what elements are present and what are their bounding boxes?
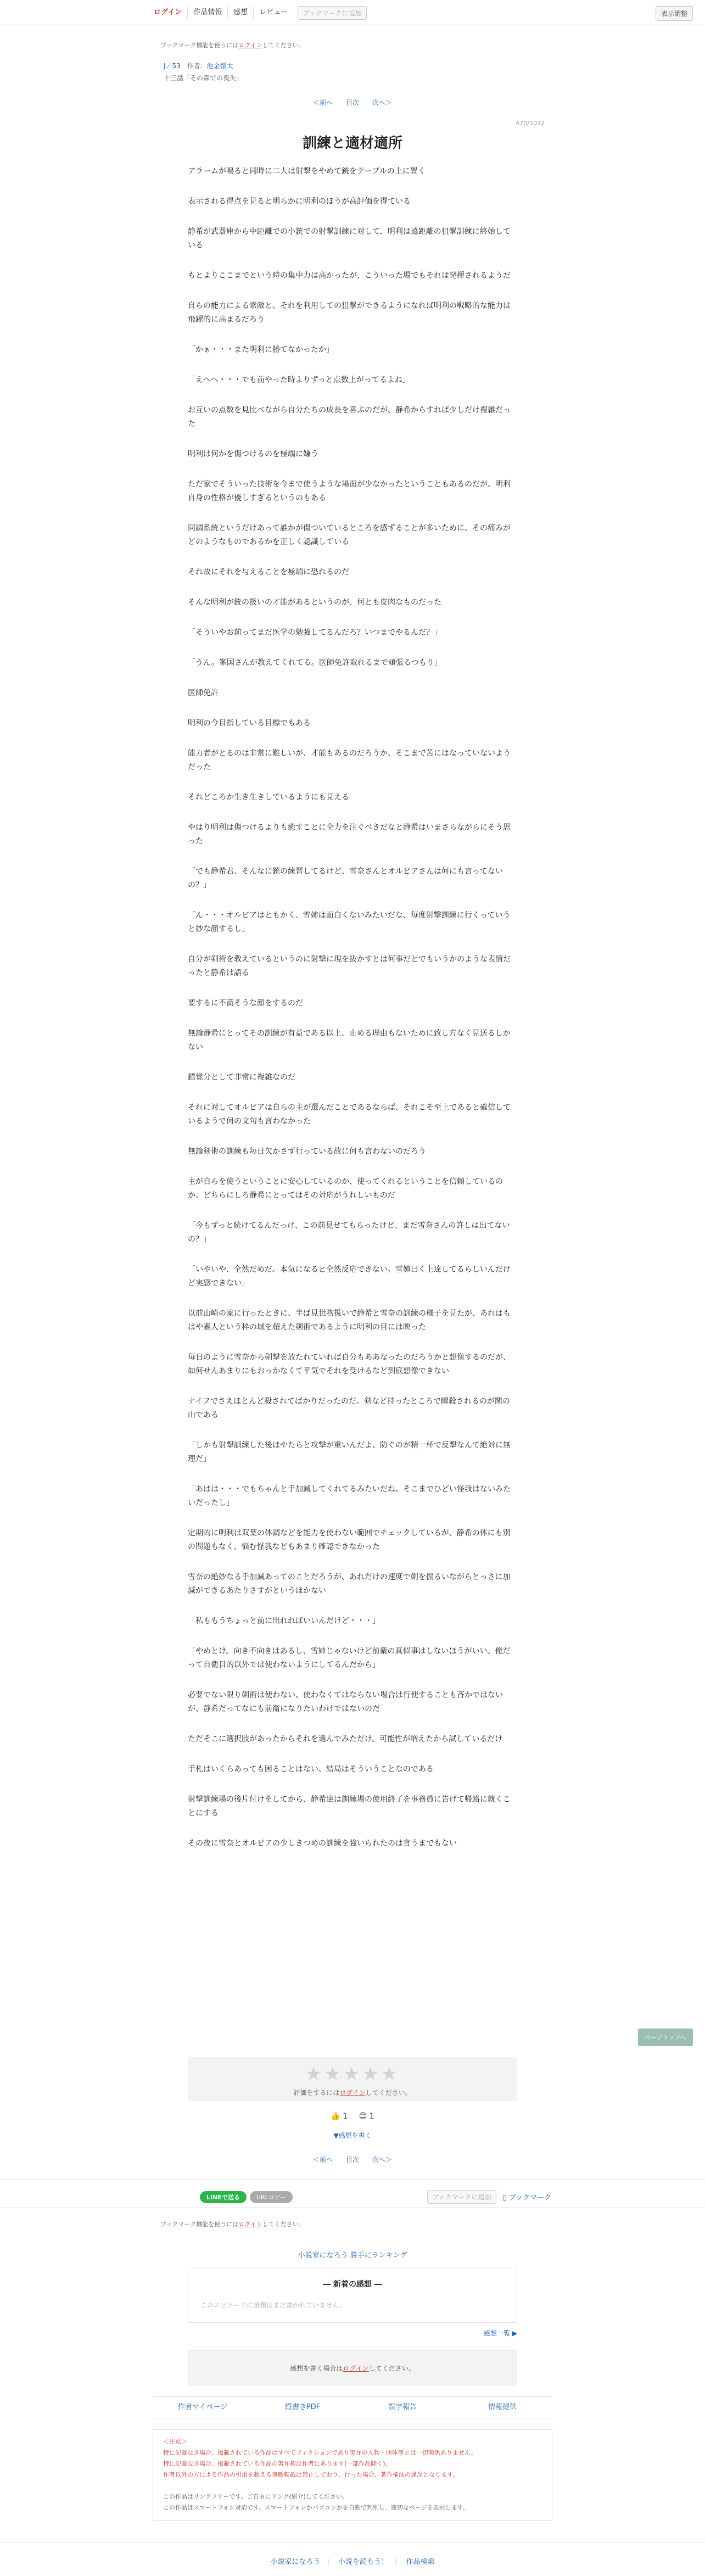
novel-paragraph: 自らの能力による索敵と、それを利用しての狙撃ができるようになれば明利の戦略的な能力は飛躍的に高まるだろう — [188, 301, 511, 324]
episode-progress: 470/1032 — [516, 120, 545, 127]
novel-paragraph: アラームが鳴ると同時に二人は射撃をやめて銃をテーブルの上に置く — [188, 167, 426, 176]
novel-paragraph: 「えへへ・・・でも前やった時よりずっと点数上がってるよね」 — [188, 376, 410, 384]
no-impressions-text: このエピソードに感想はまだ書かれていません。 — [200, 2301, 346, 2309]
notice-line: 特に記載なき場合、掲載されている作品の著作権は作者にあります(一部作品除く)。 — [163, 2460, 391, 2467]
next-link[interactable]: 次へ＞ — [372, 2156, 392, 2164]
impression-login-link[interactable]: ログイン — [343, 2365, 369, 2372]
novel-paragraph: 「今もずっと続けてるんだっけ、この前見せてもらったけど、まだ雪奈さんの許しは出てないの？」 — [188, 1221, 510, 1244]
novel-paragraph: 表示される得点を見ると明らかに明利のほうが高評価を得ている — [188, 197, 411, 206]
bookmark-add-button: ブックマークに追加 — [427, 2190, 496, 2204]
notice-box — [153, 2429, 552, 2521]
novel-paragraph: 要するに不満そうな顔をするのだ — [188, 999, 303, 1008]
bookmark-link[interactable]: ▯ ブックマーク — [502, 2194, 551, 2202]
novel-paragraph: 能力者がとるのは非常に難しいが、才能もあるのだろうか、そこまで苦にはなっていないようだった — [188, 749, 511, 772]
novel-paragraph: 同調系統というだけあって誰かが傷ついているところを感ずることが多いために、その痛みがどのようなものであるかを正しく認識している — [188, 524, 511, 546]
new-impressions-heading: ― 新着の感想 ― — [323, 2280, 382, 2289]
toc-link[interactable]: 目次 — [345, 99, 359, 107]
pager-bottom — [0, 2155, 705, 2164]
novel-paragraph: ただ家でそういった技術を今まで使うような場面が少なかったということもあるのだが、明利自身の性格が優しすぎるというのもある — [188, 480, 511, 502]
series-line — [164, 61, 233, 70]
bookmark-row — [427, 2190, 551, 2204]
rating-login-link[interactable]: ログイン — [339, 2089, 366, 2097]
novel-paragraph: 必要でない限り剣術は使わない、使わなくてはならない場合は行使することも吝かではないが、静希だってなにも前衛になりたいわけではないのだ — [188, 1691, 503, 1713]
novel-paragraph: 毎日のように雪奈から剣撃を放たれていれば自分もああなったのだろうかと想像するのだが、如何せんあまりにもおっかなくて平気でそれを受けるなど到底想像できない — [188, 1353, 511, 1376]
bookmark-notice-login-link[interactable]: ログイン — [238, 2221, 262, 2228]
novel-paragraph: 雪奈の絶妙なる手加減あってのことだろうが、あれだけの速度で剣を振るいながらとっさに加減ができるあたりさすがというほかない — [188, 1573, 511, 1595]
novel-paragraph: 主が自らを使うということに安心しているのか、使ってくれるということを信頼しているのか、どちらにしろ静希にとってはその対応がうれしいものだ — [188, 1177, 503, 1200]
bookmark-notice-login-link[interactable]: ログイン — [238, 42, 262, 49]
novel-paragraph: 「私ももうちょっと前に出れればいいんだけど・・・」 — [188, 1617, 380, 1625]
top-nav — [153, 5, 367, 20]
write-impression-link[interactable]: ▼感想を書く — [333, 2132, 372, 2139]
episode-title: 訓練と適材適所 — [302, 135, 402, 152]
novel-paragraph: ただそこに選択肢があったからそれを選んでみただけ。可能性が増えたから試しているだけ — [188, 1735, 503, 1744]
novel-paragraph: そんな明利が銃の扱いの才能があるというのが、何とも皮肉なものだった — [188, 598, 441, 607]
novel-paragraph: 「あはは・・・でもちゃんと手加減してくれてるみたいだね、そこまでひどい怪我はないみたいだったし」 — [188, 1485, 511, 1507]
novel-paragraph: 「やめとけ。向き不向きはあるし、雪姉じゃないけど前衛の真似事はしないほうがいい。俺だって自衛目的以外では使わないようにしてるんだから」 — [188, 1647, 511, 1669]
typo-report-link[interactable]: 誤字報告 — [388, 2403, 417, 2411]
notice-title: ＜注意＞ — [163, 2438, 187, 2445]
notice-line: 特に記載なき場合、掲載されている作品はすべてフィクションであり実在の人物・団体等とは一切関係ありません。 — [163, 2449, 477, 2456]
login-link[interactable]: ログイン — [153, 7, 188, 19]
novel-paragraph: それ故にそれを与えることを極端に恐れるのだ — [188, 568, 349, 577]
rating-stars: ★★★★★ — [305, 2063, 400, 2085]
novel-paragraph: 明利の今目指している目標でもある — [188, 719, 311, 728]
footer-link-search[interactable]: 作品検索 — [406, 2558, 435, 2566]
novel-paragraph: 自分が剣術を教えているというのに射撃に現を抜かすとは何事だとでもいうかのような表情だったと静希は語る — [188, 955, 511, 977]
info-provide-link[interactable]: 情報提供 — [488, 2403, 517, 2411]
novel-paragraph: 「しかも射撃訓練した後はやたらと攻撃が重いんだよ、防ぐのが精一杯で反撃なんて絶対に無理だ」 — [188, 1441, 511, 1463]
impression-login-box — [188, 2350, 517, 2385]
impressions-link[interactable]: 感想 — [228, 7, 254, 19]
novel-paragraph: 医師免許 — [188, 689, 219, 697]
footer-link-narou[interactable]: 小説家になろう — [270, 2558, 321, 2566]
bookmark-notice-prefix: ブックマーク機能を使うには — [160, 42, 239, 49]
novel-paragraph: 無論剣術の訓練も毎日欠かさず行っている故に何も言わないのだろう — [188, 1147, 426, 1156]
prev-link[interactable]: ＜前へ — [313, 99, 333, 107]
novel-paragraph: その夜に雪奈とオルビアの少しきつめの訓練を強いられたのは言うまでもない — [188, 1839, 457, 1848]
toc-link[interactable]: 目次 — [345, 2156, 359, 2164]
rating-note-suffix: してください。 — [365, 2089, 412, 2097]
pager-top — [0, 98, 705, 107]
novel-paragraph: 「ん・・・オルビアはともかく、雪姉は面白くないみたいだな、毎度射撃訓練に行くっていうと妙な顔するし」 — [188, 911, 511, 934]
impression-login-text — [188, 2363, 517, 2373]
like-reaction[interactable]: 👍 1 — [331, 2112, 348, 2121]
rating-box — [188, 2057, 517, 2101]
novel-paragraph: もとよりここまでという時の集中力は高かったが、こういった場でもそれは発揮されるようだ — [188, 271, 511, 280]
rating-note — [188, 2088, 517, 2097]
novel-paragraph: それどころか生き生きしているようにも見える — [188, 793, 349, 802]
novel-paragraph: 無論静希にとってその訓練が有益である以上、止める理由もないために致し方なく見送るしかない — [188, 1029, 511, 1052]
bookmark-notice-bottom — [160, 2220, 305, 2228]
work-links-row — [153, 2396, 552, 2418]
footer-link-yomou[interactable]: 小説を読もう！ — [338, 2558, 388, 2566]
novel-paragraph: 定期的に明利は双葉の体調などを能力を使わない範囲でチェックしているが、静希の体にも別の問題もなく、悩む怪我などもあまり確認できなかった — [188, 1529, 511, 1551]
novel-paragraph: 以前山崎の家に行ったときに、半ば見世物扱いで静希と雪奈の訓練の様子を見たが、あれはもはや素人という枠の域を超えた剣術であるように明利の目には映った — [188, 1309, 511, 1332]
rating-note-prefix: 評価をするには — [293, 2089, 340, 2097]
display-settings-button[interactable]: 表示調整 — [656, 6, 693, 21]
novel-paragraph: 「かぁ・・・また明利に勝てなかったか」 — [188, 345, 334, 354]
share-row — [200, 2191, 293, 2203]
bookmark-add-button: ブックマークに追加 — [298, 6, 366, 20]
author-mypage-link[interactable]: 作者マイページ — [177, 2403, 228, 2411]
author-link[interactable]: 池金懐太 — [206, 62, 233, 70]
reviews-link[interactable]: レビュー — [259, 8, 288, 16]
notice-line: この作品はスマートフォン対応です。スマートフォンかパソコンかを自動で判別し、適切なページを表示します。 — [163, 2504, 469, 2511]
laugh-reaction[interactable]: 😊 1 — [359, 2112, 374, 2121]
series-title-link[interactable]: J／53 — [164, 62, 181, 70]
impression-login-suffix: してください。 — [368, 2365, 415, 2372]
reactions — [0, 2112, 705, 2121]
novel-paragraph: 射撃訓練場の後片付けをしてから、静希達は訓練場の使用終了を事務員に告げて帰路に就くことにする — [188, 1795, 511, 1818]
author-label: 作者： — [187, 62, 207, 70]
chapter-title: 十三話「その森での喪失」 — [164, 74, 243, 82]
bookmark-notice-suffix: してください。 — [262, 2221, 305, 2228]
notice-line: この作品はリンクフリーです。ご自由にリンク(紹介)してください。 — [163, 2493, 348, 2500]
novel-body — [188, 165, 517, 1867]
novel-paragraph: それに対してオルビアは自らの主が選んだことであるならば、それこそ至上であると確信しているようで何の文句も言わなかった — [188, 1103, 511, 1126]
line-share-button[interactable]: LINEで送る — [200, 2191, 247, 2203]
ranking-link[interactable]: 小説家になろう 勝手にランキング — [298, 2251, 407, 2260]
works-info-link[interactable]: 作品情報 — [188, 7, 228, 19]
impression-login-prefix: 感想を書く場合は — [290, 2365, 343, 2372]
novel-paragraph: お互いの点数を見比べながら自分たちの成長を喜ぶのだが、静希からすれば少しだけ複雑だった — [188, 406, 511, 428]
next-link[interactable]: 次へ＞ — [372, 99, 392, 107]
url-copy-button[interactable]: URLコピー — [250, 2191, 293, 2203]
novel-paragraph: やはり明利は傷つけるよりも癒すことに全力を注ぐべきだなと静希はいまさらながらにそう思った — [188, 823, 511, 846]
new-impressions-box — [188, 2267, 517, 2323]
novel-paragraph: 明利は何かを傷つけるのを極端に嫌う — [188, 450, 318, 459]
novel-paragraph: 「でも静希君、そんなに銃の練習してるけど、雪奈さんとオルビアさんは何にも言ってないの？」 — [188, 867, 503, 890]
impression-list-link[interactable]: 感想一覧 ▶ — [483, 2329, 517, 2337]
notice-line: 作者以外の方による作品の引用を超える無断転載は禁止しており、行った場合、著作権法の違反となります。 — [163, 2471, 459, 2478]
bookmark-notice — [160, 41, 305, 49]
novel-paragraph: 手札はいくらあっても困ることはない、結局はそういうことなのである — [188, 1765, 434, 1774]
novel-paragraph: 錯覚分として非常に複雑なのだ — [188, 1073, 295, 1082]
divider — [0, 2179, 705, 2180]
novel-paragraph: ナイフでさえほとんど殺されてばかりだったのだ。剣など持ったところで瞬殺されるのが関の山である — [188, 1397, 510, 1420]
novel-paragraph: 「いやいや、全然だめだ。本気になると全然反応できない。雪姉曰く上達してるらしいんだけど実感できない」 — [188, 1265, 511, 1288]
novel-paragraph: 「そういやお前ってまだ医学の勉強してるんだろ？いつまでやるんだ？」 — [188, 628, 441, 637]
top-bar — [0, 0, 705, 25]
bookmark-notice-suffix: してください。 — [262, 42, 305, 49]
novel-paragraph: 「うん。峯国さんが教えてくれてる。医師免許取れるまで頑張るつもり」 — [188, 658, 442, 667]
vertical-pdf-link[interactable]: 縦書きPDF — [284, 2403, 321, 2411]
page-top-button[interactable]: ページトップへ — [638, 2029, 693, 2046]
prev-link[interactable]: ＜前へ — [313, 2156, 333, 2164]
novel-paragraph: 静希が武器庫から中距離での小銃での射撃訓練に対して、明利は遠距離の狙撃訓練に終始している — [188, 227, 511, 250]
footer-links: 小説家になろう | 小説を読もう！ | 作品検索 — [270, 2558, 435, 2566]
bookmark-notice-prefix: ブックマーク機能を使うには — [160, 2221, 239, 2228]
